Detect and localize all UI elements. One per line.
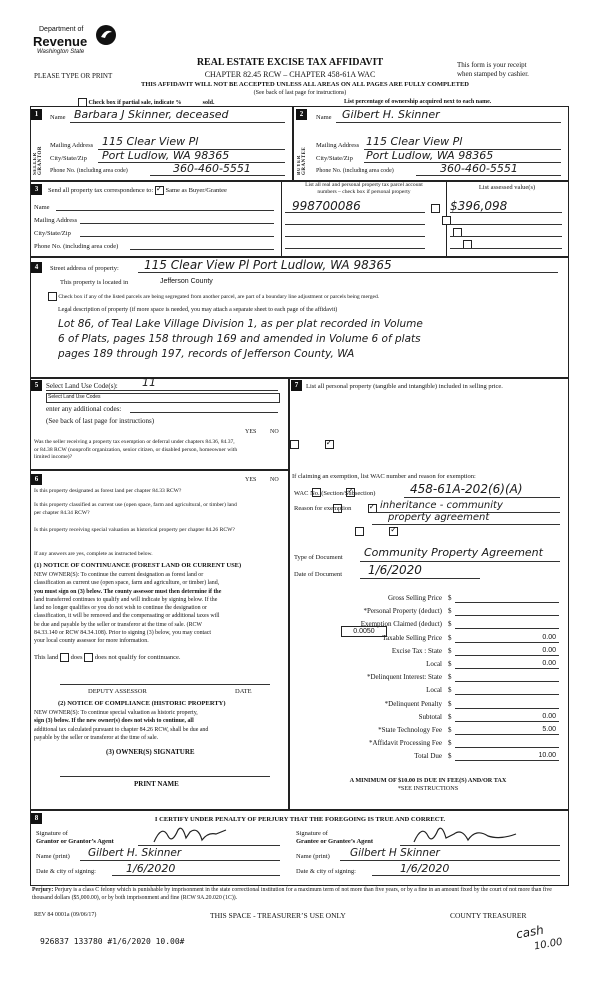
parcel-line-4 <box>285 248 425 249</box>
does-not-checkbox[interactable] <box>84 653 93 662</box>
does-checkbox[interactable] <box>60 653 69 662</box>
segregation-label: Check box if any of the listed parcels are being segregated from another parcel, are part of a boundary line adjustment or parcels being merged. <box>58 293 380 300</box>
perjury-bold: Perjury: <box>32 887 54 893</box>
s3-phone-line[interactable] <box>130 249 274 250</box>
tax-row-line[interactable] <box>455 668 559 669</box>
logo-state: Washington State <box>37 49 85 55</box>
qualify-label: qualify for continuance. <box>118 653 181 661</box>
same-as-buyer-checkbox[interactable] <box>155 186 164 195</box>
s5-yes-label: YES <box>245 429 257 435</box>
wac-line <box>404 497 560 498</box>
date-city-left-line <box>112 875 280 876</box>
partial-sale-label: Check box if partial sale, indicate % <box>88 99 182 106</box>
name-print-left-value[interactable]: Gilbert H. Skinner <box>88 847 182 859</box>
street-line <box>138 272 558 273</box>
tax-row-line[interactable] <box>455 642 559 643</box>
seller-phone-label: Phone No. (including area code) <box>50 168 128 174</box>
owner-signature-label: (3) OWNER(S) SIGNATURE <box>106 748 195 756</box>
perjury-note <box>32 886 567 902</box>
land-use-select-label: Select Land Use Codes <box>48 394 101 400</box>
receipt-note-1: This form is your receipt <box>457 61 527 69</box>
located-label: This property is located in <box>60 279 129 286</box>
s5-no-label: NO <box>270 429 279 435</box>
section-1-number: 1 <box>31 109 42 120</box>
seller-addr-label: Mailing Address <box>50 142 94 149</box>
tax-row-dollar: $ <box>448 686 452 694</box>
form-warning: THIS AFFIDAVIT WILL NOT BE ACCEPTED UNLESS ALL AREAS ON ALL PAGES ARE FULLY COMPLETED <box>141 81 469 88</box>
doc-type-line <box>360 561 560 562</box>
additional-codes-label: enter any additional codes: <box>46 405 122 413</box>
reason-value-2[interactable]: property agreement <box>388 512 490 523</box>
notice-1-line-d: land transferred continues to qualify and will indicate by signing below. If the <box>34 596 218 603</box>
treasurer-use-label: THIS SPACE - TREASURER’S USE ONLY <box>210 911 346 920</box>
s3-city-line[interactable] <box>80 236 274 237</box>
perjury-text: Perjury is a class C felony which is punishable by imprisonment in the state correctional institution for a maximum term of not more than five years, or by a fine in an amount fixed by the court of not more than five thousand dollars ($5,000.00), or by both imprisonment and fine (RCW 9A.20.020 (1C)). <box>32 887 552 901</box>
section-3-number: 3 <box>31 184 42 195</box>
send-correspondence-label: Send all property tax correspondence to: <box>48 186 154 194</box>
tax-row-label: *Affidavit Processing Fee <box>369 739 442 747</box>
notice-1-line-e: land no longer qualifies or you do not wish to continue the designation or <box>34 605 207 612</box>
section-3-divider <box>281 180 282 256</box>
legal-line-1[interactable]: Lot 86, of Teal Lake Village Division 1, as per plat recorded in Volume <box>58 318 423 330</box>
does-label: does <box>70 653 83 661</box>
rev-form-number: REV 84 0001a (09/06/17) <box>34 912 97 918</box>
tax-row-line[interactable] <box>455 655 559 656</box>
tax-row-line[interactable] <box>455 681 559 682</box>
section-7-number: 7 <box>291 380 302 391</box>
tax-row-value: 5.00 <box>542 726 556 733</box>
notice-1-body <box>34 571 286 646</box>
buyer-phone-label: Phone No. (including area code) <box>316 168 394 174</box>
tax-row-dollar: $ <box>448 713 452 721</box>
land-use-line <box>46 390 278 391</box>
legal-line-3[interactable]: pages 189 through 197, records of Jefferson County, WA <box>58 348 355 360</box>
date-city-left-value[interactable]: 1/6/2020 <box>126 862 176 875</box>
notice-2-line-a: NEW OWNER(S): To continue special valuation as historic property, <box>34 710 198 716</box>
notice-1-line-g: be due and payable by the seller or transferor at the time of sale. (RCW <box>34 621 202 628</box>
does-not-label: does not <box>94 653 117 661</box>
notice-2-title: (2) NOTICE OF COMPLIANCE (HISTORIC PROPERTY) <box>58 700 226 707</box>
cash-note: cash <box>514 922 545 942</box>
grantor-signature-icon <box>150 822 230 848</box>
tax-row-label: *Personal Property (deduct) <box>363 607 442 615</box>
land-use-label: Select Land Use Code(s): <box>46 382 118 390</box>
tax-row-label: *Delinquent Penalty <box>384 700 442 708</box>
tax-row-line[interactable] <box>455 615 559 616</box>
cash-amount: 10.00 <box>533 936 564 953</box>
personal-property-checkbox-1[interactable] <box>431 204 440 213</box>
segregation-row <box>48 292 379 301</box>
seller-city-value[interactable]: Port Ludlow, WA 98365 <box>102 149 230 162</box>
s6-yes-label: YES <box>245 477 257 483</box>
buyer-city-label: City/State/Zip <box>316 155 353 162</box>
tax-row-dollar: $ <box>448 700 452 708</box>
tax-row-line[interactable] <box>455 602 559 603</box>
s3-phone-label: Phone No. (including area code) <box>34 243 119 250</box>
tax-row-dollar: $ <box>448 752 452 760</box>
tax-row-label: Total Due <box>414 752 442 760</box>
tax-row-dollar: $ <box>448 634 452 642</box>
this-land-label: This land <box>34 653 59 661</box>
sold-label: sold. <box>202 99 215 106</box>
grantee-signature-icon <box>410 822 520 848</box>
seller-name-line <box>70 122 285 123</box>
tax-row-line[interactable] <box>455 721 559 722</box>
notice-2-line-c: additional tax calculated pursuant to chapter 84.26 RCW, shall be due and <box>34 726 209 733</box>
tax-row-line[interactable] <box>455 694 559 695</box>
additional-codes-line[interactable] <box>130 412 278 413</box>
s6-no-label: NO <box>270 477 279 483</box>
seller-addr-value[interactable]: 115 Clear View Pl <box>102 135 199 148</box>
tax-row-line[interactable] <box>455 747 559 748</box>
seller-city-label: City/State/Zip <box>50 155 87 162</box>
assessed-line-3 <box>450 236 562 237</box>
seller-side-label: SELLER GRANTOR <box>33 146 43 175</box>
assessed-value[interactable]: $396,098 <box>450 199 508 213</box>
form-chapter: CHAPTER 82.45 RCW – CHAPTER 458-61A WAC <box>204 70 376 79</box>
seller-phone-line <box>150 175 285 176</box>
tax-row-label: Excise Tax : State <box>391 647 442 655</box>
seller-name-label: Name <box>50 114 66 121</box>
logo-revenue: Revenue <box>33 34 88 49</box>
buyer-addr-label: Mailing Address <box>316 142 360 149</box>
tax-row-value: 0.00 <box>542 647 556 654</box>
buyer-name-value[interactable]: Gilbert H. Skinner <box>342 108 440 121</box>
tax-row-dollar: $ <box>448 726 452 734</box>
s3-name-line[interactable] <box>56 210 274 211</box>
see-instructions: *SEE INSTRUCTIONS <box>397 785 459 792</box>
assessed-line-4 <box>450 248 562 249</box>
continuance-row <box>34 653 181 662</box>
parcel-line-3 <box>285 236 425 237</box>
buyer-side-label: BUYER GRANTEE <box>297 146 307 175</box>
local-rate-box[interactable]: 0.0050 <box>341 626 387 637</box>
legal-label: Legal description of property (if more space is needed, you may attach a separate sheet to each page of the affidavit) <box>58 307 338 313</box>
street-value[interactable]: 115 Clear View Pl Port Ludlow, WA 98365 <box>144 258 392 272</box>
street-label: Street address of property: <box>50 265 119 272</box>
name-print-right-value[interactable]: Gilbert H Skinner <box>350 847 440 859</box>
section-6-number: 6 <box>31 474 42 485</box>
tax-row-dollar: $ <box>448 739 452 747</box>
tax-row-label: *State Technology Fee <box>378 726 442 734</box>
s5-see-back: (See back of last page for instructions) <box>46 417 155 425</box>
s3-addr-line[interactable] <box>80 223 274 224</box>
notice-2-line-b: sign (3) below. If the new owner(s) does not wish to continue, all <box>34 718 194 725</box>
logo-dept: Department of <box>39 26 84 33</box>
deputy-date-label: DATE <box>235 688 252 695</box>
parcel-header-1: List all real and personal property tax parcel account <box>305 182 423 188</box>
doc-type-value[interactable]: Community Property Agreement <box>364 546 543 559</box>
print-name-label: PRINT NAME <box>134 780 179 788</box>
section-4-number: 4 <box>31 262 42 273</box>
see-back-header: (See back of last page for instructions) <box>253 90 347 96</box>
notice-2-body <box>34 709 286 742</box>
deputy-label: DEPUTY ASSESSOR <box>88 688 147 695</box>
tax-row-value: 10.00 <box>538 752 556 759</box>
wa-logo-icon <box>95 24 117 46</box>
county-value: Jefferson County <box>160 278 213 285</box>
section-5-number: 5 <box>31 380 42 391</box>
reason-value-1[interactable]: inheritance - community <box>380 500 503 511</box>
date-city-left-label: Date & city of signing: <box>36 868 96 875</box>
tax-row-dollar: $ <box>448 620 452 628</box>
tax-row-line[interactable] <box>455 734 559 735</box>
seller-phone-value[interactable]: 360-460-5551 <box>173 162 251 175</box>
tax-row-dollar: $ <box>448 594 452 602</box>
tax-row-value: 0.00 <box>542 660 556 667</box>
sig-label-left-2: Grantor or Grantor’s Agent <box>36 838 114 845</box>
minimum-note: A MINIMUM OF $10.00 IS DUE IN FEE(S) AND/OR TAX <box>349 777 507 784</box>
section-2-number: 2 <box>296 109 307 120</box>
notice-1-line-c: you must sign on (3) below. The county assessor must then determine if the <box>34 588 222 595</box>
tax-row-dollar: $ <box>448 607 452 615</box>
doc-date-line <box>360 578 480 579</box>
s6-q3: Is this property receiving special valuation as historical property per chapter 84.26 RCW? <box>34 527 235 533</box>
section-8-number: 8 <box>31 813 42 824</box>
receipt-note-2: when stamped by cashier. <box>457 70 529 78</box>
tax-row-label: Taxable Selling Price <box>382 634 442 642</box>
parcel-line-2 <box>285 224 425 225</box>
doc-date-label: Date of Document <box>294 571 343 578</box>
tax-row-label: Gross Selling Price <box>387 594 442 602</box>
parcel-number-value[interactable]: 998700086 <box>292 199 361 213</box>
s3-addr-label: Mailing Address <box>34 217 78 224</box>
assessed-header: List assessed value(s) <box>478 184 536 191</box>
personal-property-label: List all personal property (tangible and intangible) included in selling price. <box>306 383 503 390</box>
owner-sig-line[interactable] <box>60 776 270 777</box>
buyer-phone-value[interactable]: 360-460-5551 <box>440 162 518 175</box>
notice-1-title: (1) NOTICE OF CONTINUANCE (FOREST LAND OR CURRENT USE) <box>34 562 242 569</box>
notice-1-line-b: classification as current use (open space, farm and agriculture, or timber) land, <box>34 580 220 587</box>
buyer-name-label: Name <box>316 114 332 121</box>
tax-row-label: Exemption Claimed (deduct) <box>360 620 442 628</box>
name-print-right-label: Name (print) <box>296 853 330 860</box>
tax-row-label: Local <box>426 660 442 668</box>
buyer-addr-value[interactable]: 115 Clear View Pl <box>366 135 463 148</box>
receipt-stamp: 926837 133780 #1/6/2020 10.00# <box>40 937 185 946</box>
deputy-sig-line[interactable] <box>60 684 270 685</box>
date-city-right-value[interactable]: 1/6/2020 <box>400 862 450 875</box>
date-city-right-line <box>372 875 560 876</box>
assessed-line-2 <box>450 224 562 225</box>
tax-row-line[interactable] <box>455 628 559 629</box>
sig-label-right-2: Grantee or Grantee’s Agent <box>296 838 374 845</box>
notice-1-line-f: classification, it will be removed and the compensating or additional taxes will <box>34 613 220 620</box>
wac-value[interactable]: 458-61A-202(6)(A) <box>410 482 523 496</box>
seller-name-value[interactable]: Barbara J Skinner, deceased <box>74 108 229 121</box>
tax-row-dollar: $ <box>448 660 452 668</box>
notice-1-line-i: your local county assessor for more information. <box>34 638 149 645</box>
s6-q1: Is this property designated as forest land per chapter 84.33 RCW? <box>34 488 182 494</box>
revenue-logo <box>33 26 123 66</box>
doc-type-label: Type of Document <box>294 554 343 561</box>
notice-1-line-a: NEW OWNER(S): To continue the current designation as forest land or <box>34 572 204 578</box>
s5-question: Was the seller receiving a property tax exemption or deferral under chapters 84.36, 84.37, or 84.38 RCW (nonprofit organization, senior citizen, or disabled person, homeowner with limited income)? <box>34 439 238 460</box>
date-city-right-label: Date & city of signing: <box>296 868 356 875</box>
same-as-buyer-label: Same as Buyer/Grantee <box>165 186 227 194</box>
land-use-value[interactable]: 11 <box>142 376 156 389</box>
name-print-left-line <box>80 860 280 861</box>
tax-row-label: *Delinquent Interest: State <box>366 673 442 681</box>
send-correspondence-row <box>48 186 227 195</box>
legal-line-2[interactable]: 6 of Plats, pages 158 through 169 and amended in Volume 6 of plats <box>58 333 421 345</box>
s3-city-label: City/State/Zip <box>34 230 71 237</box>
county-treasurer-label: COUNTY TREASURER <box>450 911 527 920</box>
name-print-right-line <box>340 860 560 861</box>
tax-row-value: 0.00 <box>542 634 556 641</box>
exemption-label: If claiming an exemption, list WAC number and reason for exemption: <box>292 473 476 480</box>
tax-row-dollar: $ <box>448 647 452 655</box>
notice-2-line-d: payable by the seller or transferor at the time of sale. <box>34 734 159 741</box>
sig-label-right-1: Signature of <box>296 830 328 837</box>
tax-row-label: Local <box>426 686 442 694</box>
tax-row-line[interactable] <box>455 760 559 761</box>
tax-row-line[interactable] <box>455 708 559 709</box>
segregation-checkbox[interactable] <box>48 292 57 301</box>
tax-row-dollar: $ <box>448 673 452 681</box>
ownership-pct-note: List percentage of ownership acquired next to each name. <box>344 99 492 105</box>
tax-row-label: Subtotal <box>418 713 442 721</box>
notice-1-line-h: 84.33.140 or RCW 84.34.108). Prior to signing (3) below, you may contact <box>34 630 212 637</box>
parcel-header-2: numbers – check box if personal property <box>317 189 411 195</box>
doc-date-value[interactable]: 1/6/2020 <box>368 563 422 577</box>
certify-statement: I CERTIFY UNDER PENALTY OF PERJURY THAT THE FOREGOING IS TRUE AND CORRECT. <box>154 816 446 823</box>
form-title: REAL ESTATE EXCISE TAX AFFIDAVIT <box>196 57 384 68</box>
reason-label: Reason for exemption <box>294 505 352 512</box>
buyer-name-line <box>336 122 561 123</box>
s6-if-yes: If any answers are yes, complete as instructed below. <box>34 551 153 557</box>
please-print: PLEASE TYPE OR PRINT <box>34 72 113 80</box>
s6-q2: Is this property classified as current use (open space, farm and agricultural, or timber) land per chapter 84.34 RCW? <box>34 502 237 516</box>
s3-name-label: Name <box>34 204 50 211</box>
buyer-city-value[interactable]: Port Ludlow, WA 98365 <box>366 149 494 162</box>
wac-label: WAC No. (Section/Subsection) <box>294 490 376 497</box>
reason-line-2 <box>372 524 560 525</box>
sig-label-left-1: Signature of <box>36 830 68 837</box>
tax-row-value: 0.00 <box>542 713 556 720</box>
name-print-left-label: Name (print) <box>36 853 70 860</box>
buyer-phone-line <box>416 175 561 176</box>
